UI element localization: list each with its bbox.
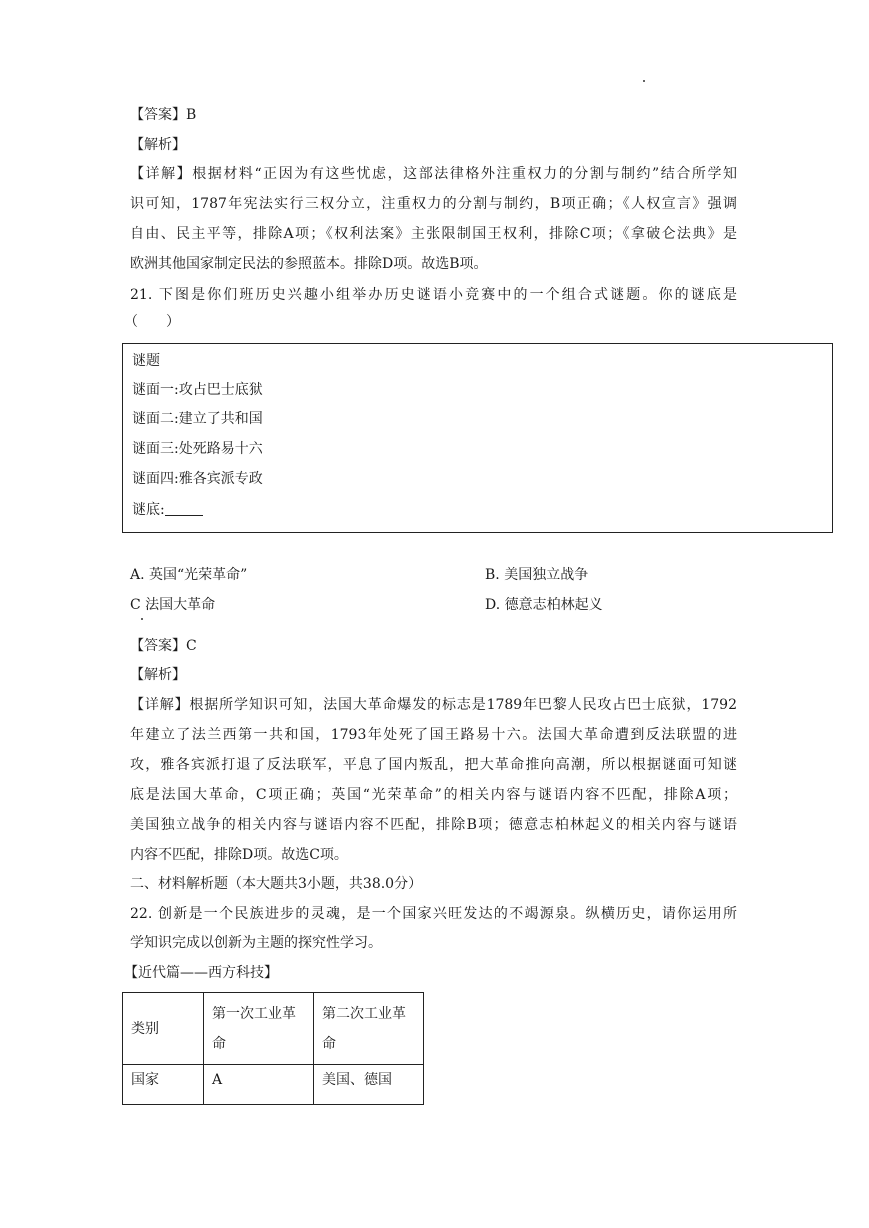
q21-stem-line-2: （ ）: [124, 314, 180, 330]
riddle-box: [122, 343, 833, 533]
q21-detail-line-2: 年建立了法兰西第一共和国，1793年处死了国王路易十六。法国大革命遭到反法联盟的进: [130, 727, 737, 743]
page-mark-dot: [643, 80, 645, 82]
q21-detail-line-4: 底是法国大革命，C项正确；英国“光荣革命”的相关内容与谜语内容不匹配，排除A项；: [130, 787, 737, 803]
table-cell: 类别: [123, 993, 204, 1065]
q21-detail-line-3: 攻，雅各宾派打退了反法联军，平息了国内叛乱，把大革命推向高潮，所以根据谜面可知谜: [130, 757, 737, 773]
q22-stem-line-2: 学知识完成以创新为主题的探究性学习。: [130, 935, 382, 951]
table-row: [123, 993, 424, 1065]
q20-answer: 【答案】B: [130, 107, 197, 123]
table-cell: [204, 993, 314, 1065]
q22-subheading: 【近代篇——西方科技】: [124, 965, 278, 981]
table-cell-text: 第二次工业革命: [322, 1005, 406, 1052]
q21-detail-line-1: 【详解】根据所学知识可知，法国大革命爆发的标志是1789年巴黎人民攻占巴士底狱，1792: [130, 697, 737, 713]
q20-analysis-label: 【解析】: [130, 137, 186, 153]
riddle-clue-1: 谜面一:攻占巴士底狱: [132, 382, 263, 398]
table-row: [123, 1065, 424, 1105]
table-cell: 美国、德国: [314, 1065, 424, 1105]
riddle-answer-blank: [165, 499, 203, 516]
q21-detail-line-5: 美国独立战争的相关内容与谜语内容不匹配，排除B项；德意志柏林起义的相关内容与谜语: [130, 817, 737, 833]
q20-detail-line-3: 自由、民主平等，排除A项；《权利法案》主张限制国王权利，排除C项；《拿破仑法典》是: [130, 226, 737, 242]
table-cell: 国家: [123, 1065, 204, 1105]
q21-analysis-label: 【解析】: [130, 667, 186, 683]
table-cell: [314, 993, 424, 1065]
riddle-clue-4: 谜面四:雅各宾派专政: [132, 471, 263, 487]
q21-option-c: C 法国大革命: [130, 597, 216, 613]
industrial-revolution-table: [122, 992, 424, 1105]
riddle-clue-2: 谜面二:建立了共和国: [132, 411, 263, 427]
q21-answer: 【答案】C: [130, 638, 197, 654]
q22-stem-line-1: 22. 创新是一个民族进步的灵魂，是一个国家兴旺发达的不竭源泉。纵横历史，请你运用所: [130, 906, 737, 922]
q21-option-d: D. 德意志柏林起义: [485, 597, 603, 613]
table-cell: A: [204, 1065, 314, 1105]
riddle-answer-row: [132, 495, 203, 525]
option-c-dot: [141, 618, 143, 620]
q20-detail-line-2: 识可知，1787年宪法实行三权分立，注重权力的分割与制约，B项正确；《人权宣言》强调: [130, 196, 737, 212]
q21-detail-line-6: 内容不匹配，排除D项。故选C项。: [130, 847, 348, 863]
q20-detail-line-1: 【详解】根据材料“正因为有这些忧虑，这部法律格外注重权力的分割与制约”结合所学知: [130, 166, 737, 182]
riddle-answer-label: 谜底:: [132, 502, 165, 518]
q21-stem-line-1: 21. 下图是你们班历史兴趣小组举办历史谜语小竞赛中的一个组合式谜题。你的谜底是: [130, 287, 737, 303]
section-2-heading: 二、材料解析题（本大题共3小题，共38.0分）: [130, 876, 423, 892]
riddle-clue-3: 谜面三:处死路易十六: [132, 441, 263, 457]
table-cell-text: 第一次工业革命: [212, 1005, 296, 1052]
q21-option-b: B. 美国独立战争: [485, 567, 589, 583]
riddle-title: 谜题: [132, 353, 160, 369]
q21-option-a: A. 英国“光荣革命”: [130, 567, 248, 583]
q20-detail-line-4: 欧洲其他国家制定民法的参照蓝本。排除D项。故选B项。: [130, 256, 488, 272]
